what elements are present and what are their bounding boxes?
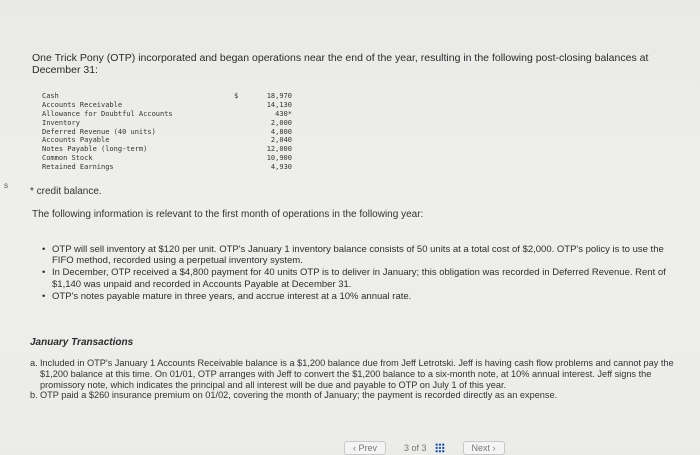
balance-row bbox=[42, 92, 292, 101]
transaction-letter: b. bbox=[30, 390, 38, 401]
transaction-item bbox=[30, 390, 675, 401]
balances-table bbox=[42, 92, 292, 172]
balance-label: Inventory bbox=[42, 118, 80, 127]
balance-label: Accounts Receivable bbox=[42, 100, 123, 109]
balance-label: Allowance for Doubtful Accounts bbox=[42, 109, 173, 118]
credit-balance-footnote: * credit balance. bbox=[30, 186, 102, 197]
transaction-letter: a. bbox=[30, 358, 38, 368]
january-transactions-title: January Transactions bbox=[30, 337, 134, 348]
following-info-heading: The following information is relevant to the first month of operations in the following year: bbox=[32, 209, 424, 220]
intro-paragraph: One Trick Pony (OTP) incorporated and began operations near the end of the year, resulting in the following post-closing balances at December 31: bbox=[32, 52, 649, 76]
transaction-text: Included in OTP's January 1 Accounts Receivable balance is a $1,200 balance due from Jeff Letrotski. Jeff is having cash flow problems and cannot pay the $1,200 balance at this time. On 01/01, OTP arranges with Jeff to convert the $1,200 balance to a six-month note, at 10% annual interest. Jeff signs the promissory note, which indicates the principal and all interest will be due and payable to OTP on July 1 of this year. bbox=[40, 358, 674, 390]
balance-row bbox=[42, 128, 292, 137]
balance-row bbox=[42, 136, 292, 145]
transaction-list bbox=[30, 358, 675, 401]
balance-row bbox=[42, 119, 292, 128]
balance-value: 10,900 bbox=[266, 154, 292, 163]
prev-button[interactable]: ‹ Prev bbox=[344, 441, 386, 455]
balance-row bbox=[42, 110, 292, 119]
grid-icon[interactable] bbox=[435, 443, 445, 453]
balance-value: 4,800 bbox=[270, 127, 292, 136]
list-item: • OTP will sell inventory at $120 per unit. OTP's January 1 inventory balance consists of 50 units at a total cost of $2,000. OTP's policy is to use the FIFO method, recorded using a perpetual inventory system. bbox=[42, 244, 672, 266]
next-button[interactable]: Next › bbox=[463, 441, 505, 455]
balance-value: 18,970 bbox=[266, 92, 292, 100]
page-indicator: 3 of 3 bbox=[404, 443, 427, 453]
balance-label: Common Stock bbox=[42, 154, 93, 163]
balance-value: 2,000 bbox=[270, 118, 292, 127]
balance-value: 14,130 bbox=[266, 100, 292, 109]
transaction-text: OTP paid a $260 insurance premium on 01/02, covering the month of January; the payment is recorded directly as an expense. bbox=[40, 390, 558, 401]
balance-value: 12,000 bbox=[266, 145, 292, 154]
margin-mark: s bbox=[4, 181, 8, 190]
balance-value: 430* bbox=[275, 109, 292, 118]
balance-value: 4,930 bbox=[270, 163, 292, 172]
balance-label: Retained Earnings bbox=[42, 163, 114, 172]
balance-row bbox=[42, 101, 292, 110]
balance-label: Deferred Revenue (40 units) bbox=[42, 127, 156, 136]
balance-value: 2,040 bbox=[270, 136, 292, 145]
currency-symbol: $ bbox=[234, 92, 239, 100]
transaction-item bbox=[30, 358, 675, 390]
balance-label: Accounts Payable bbox=[42, 136, 110, 145]
list-item: • In December, OTP received a $4,800 payment for 40 units OTP is to deliver in January; this obligation was recorded in Deferred Revenue. Rent of $1,140 was unpaid and recorded in Accounts Payable at December 31. bbox=[42, 267, 672, 289]
balance-label: Notes Payable (long-term) bbox=[42, 145, 148, 154]
balance-row bbox=[42, 163, 292, 172]
info-bullet-list bbox=[42, 244, 672, 303]
pagination-bar bbox=[330, 441, 505, 455]
balance-row bbox=[42, 154, 292, 163]
list-item: • OTP's notes payable mature in three years, and accrue interest at a 10% annual rate. bbox=[42, 291, 672, 302]
balance-row bbox=[42, 145, 292, 154]
balance-label: Cash bbox=[42, 92, 59, 100]
